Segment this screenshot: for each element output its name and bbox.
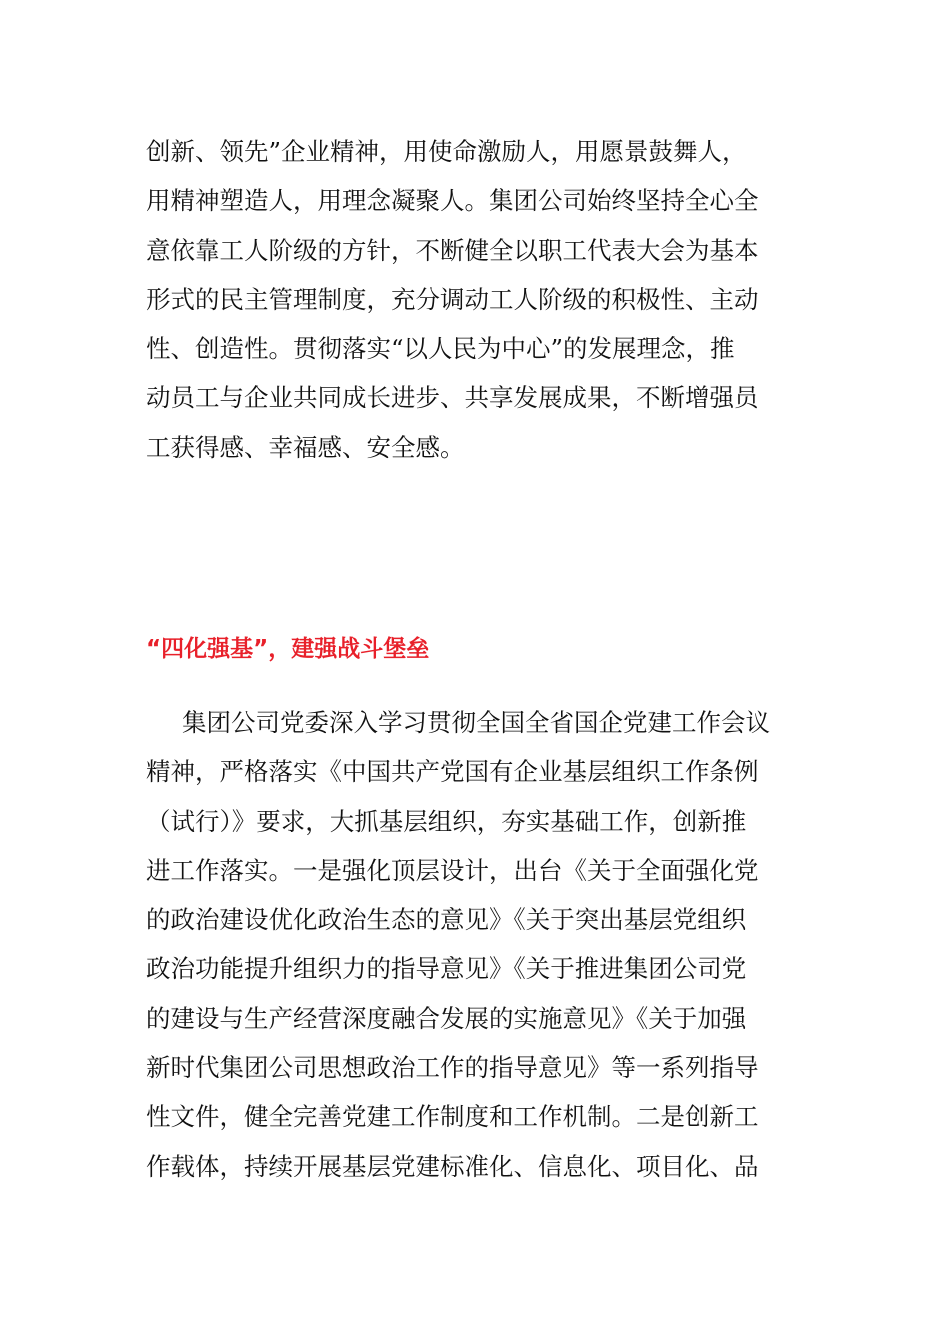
paragraph-line: 新时代集团公司思想政治工作的指导意见》等一系列指导: [146, 1053, 759, 1083]
paragraph-line: 进工作落实。一是强化顶层设计，出台《关于全面强化党: [146, 855, 759, 885]
paragraph-line: 用精神塑造人，用理念凝聚人。集团公司始终坚持全心全: [146, 186, 759, 216]
paragraph-line: 政治功能提升组织力的指导意见》《关于推进集团公司党: [146, 954, 747, 984]
paragraph-line: 创新、领先”企业精神，用使命激励人，用愿景鼓舞人，: [146, 137, 747, 166]
paragraph-line: 精神，严格落实《中国共产党国有企业基层组织工作条例: [146, 757, 759, 787]
paragraph-line: 作载体，持续开展基层党建标准化、信息化、项目化、品: [146, 1151, 759, 1181]
body-paragraph-2: [146, 698, 796, 1191]
paragraph-line: 性文件，健全完善党建工作制度和工作机制。二是创新工: [146, 1102, 759, 1132]
paragraph-line: 形式的民主管理制度，充分调动工人阶级的积极性、主动: [146, 284, 759, 314]
paragraph-line: 的政治建设优化政治生态的意见》《关于突出基层党组织: [146, 905, 747, 935]
paragraph-line: 动员工与企业共同成长进步、共享发展成果，不断增强员: [146, 383, 759, 413]
paragraph-line: 意依靠工人阶级的方针，不断健全以职工代表大会为基本: [146, 235, 759, 265]
paragraph-line: 集团公司党委深入学习贯彻全国全省国企党建工作会议: [182, 708, 770, 737]
paragraph-line: （试行）》要求，大抓基层组织，夯实基础工作，创新推: [146, 806, 747, 836]
paragraph-line: 的建设与生产经营深度融合发展的实施意见》《关于加强: [146, 1003, 747, 1033]
body-paragraph-1: [146, 127, 796, 472]
section-heading: “四化强基”，建强战斗堡垒: [146, 636, 430, 662]
paragraph-line: 性、创造性。贯彻落实“以人民为中心”的发展理念，推: [146, 334, 735, 364]
paragraph-line: 工获得感、幸福感、安全感。: [146, 432, 465, 462]
